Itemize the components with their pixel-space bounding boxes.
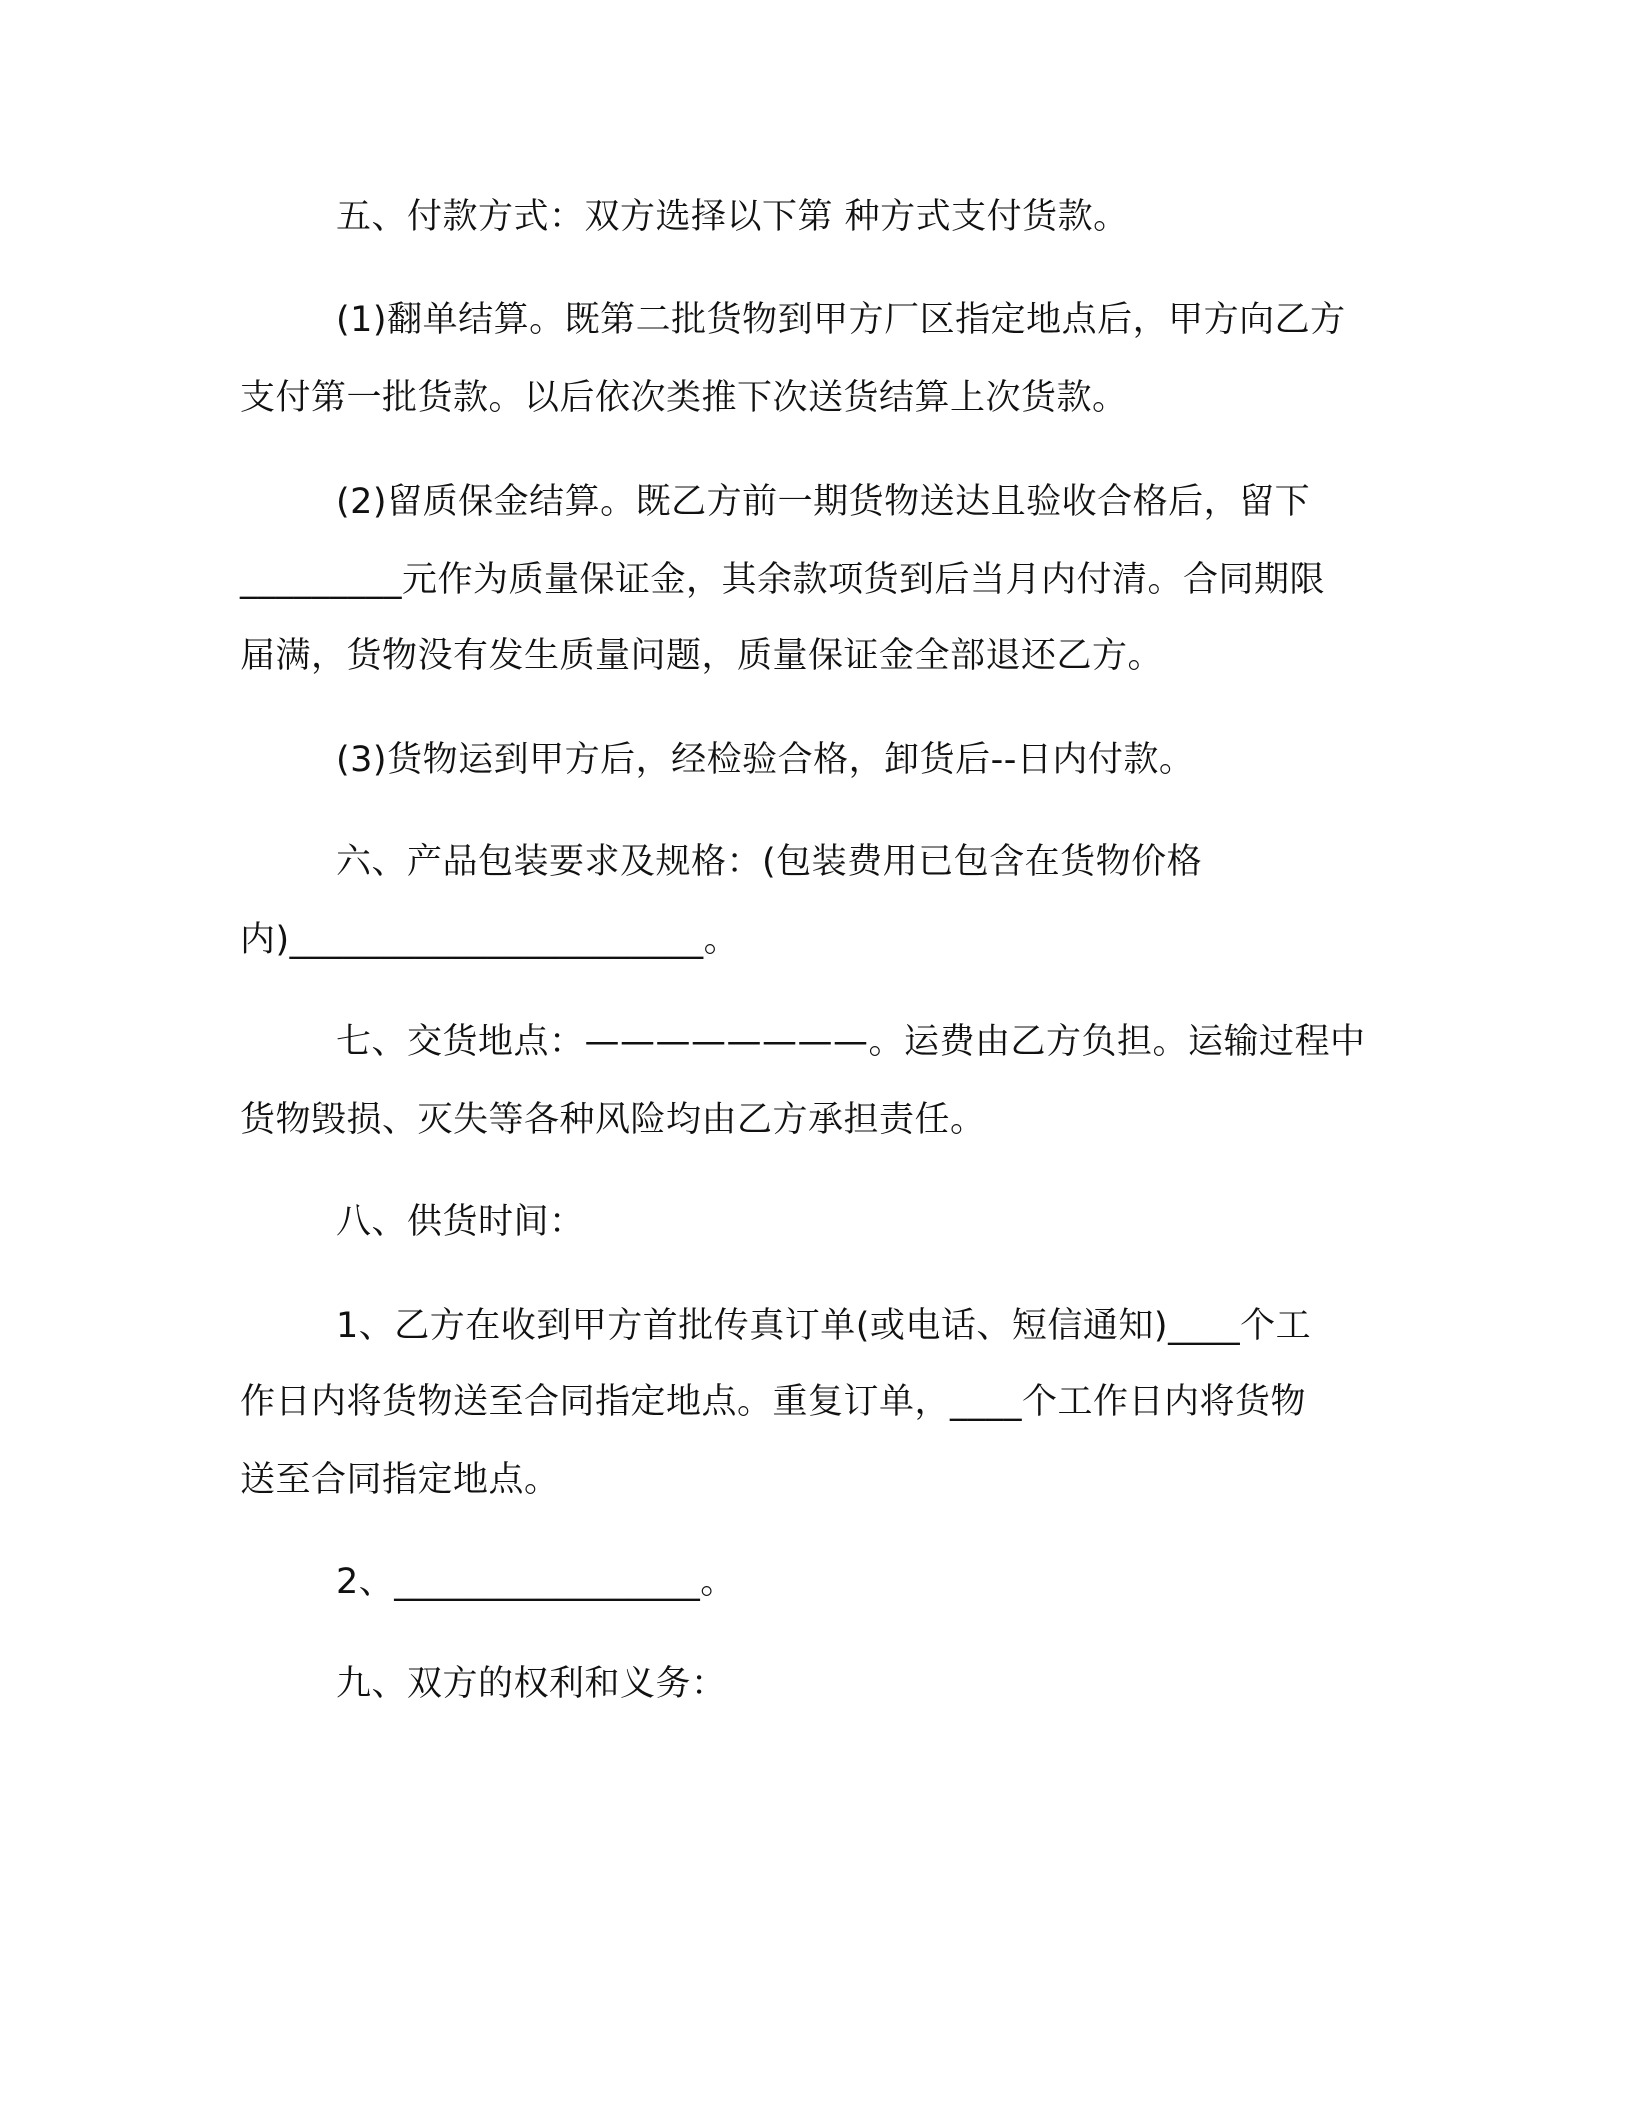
payment-option-2-line-2: _________元作为质量保证金，其余款项货到后当月内付清。合同期限 — [240, 560, 1326, 600]
supply-time-item-1-line-2: 作日内将货物送至合同指定地点。重复订单，____个工作日内将货物 — [240, 1382, 1307, 1422]
payment-option-2-line-1: (2)留质保金结算。既乙方前一期货物送达且验收合格后，留下 — [336, 482, 1311, 522]
section-8-heading: 八、供货时间： — [336, 1202, 585, 1242]
payment-option-1-line-2: 支付第一批货款。以后依次类推下次送货结算上次货款。 — [240, 378, 1128, 418]
payment-option-2-line-3: 届满，货物没有发生质量问题，质量保证金全部退还乙方。 — [240, 636, 1164, 676]
payment-option-3-line-1: (3)货物运到甲方后，经检验合格，卸货后--日内付款。 — [336, 740, 1195, 780]
section-7-line-1: 七、交货地点：————————。运费由乙方负担。运输过程中 — [336, 1022, 1366, 1062]
section-5-heading: 五、付款方式：双方选择以下第 种方式支付货款。 — [336, 197, 1129, 237]
supply-time-item-1-line-1: 1、乙方在收到甲方首批传真订单(或电话、短信通知)____个工 — [336, 1306, 1312, 1346]
section-6-line-2: 内)_______________________。 — [240, 920, 740, 960]
supply-time-item-1-line-3: 送至合同指定地点。 — [240, 1460, 560, 1500]
supply-time-item-2: 2、_________________。 — [336, 1562, 736, 1602]
section-9-heading: 九、双方的权利和义务： — [336, 1664, 727, 1704]
section-6-line-1: 六、产品包装要求及规格：(包装费用已包含在货物价格 — [336, 842, 1203, 882]
section-7-line-2: 货物毁损、灭失等各种风险均由乙方承担责任。 — [240, 1100, 986, 1140]
payment-option-1-line-1: (1)翻单结算。既第二批货物到甲方厂区指定地点后，甲方向乙方 — [336, 300, 1346, 340]
